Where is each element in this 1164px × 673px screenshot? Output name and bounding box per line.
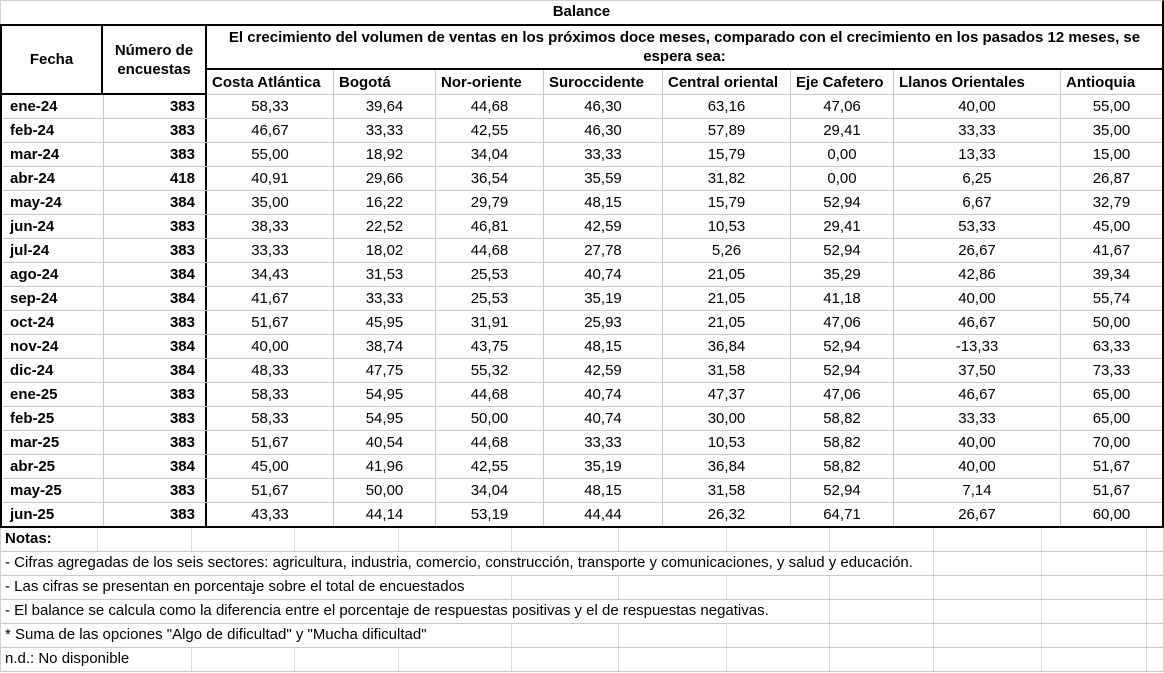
value-cell: 25,53: [435, 263, 543, 286]
row-encuestas: 384: [103, 455, 207, 478]
region-header-row: [207, 70, 1162, 95]
value-cell: 29,41: [790, 119, 893, 142]
value-cell: 26,67: [893, 503, 1060, 526]
row-encuestas: 383: [103, 407, 207, 430]
row-fecha: ene-24: [10, 98, 58, 115]
value-cell: 34,04: [435, 143, 543, 166]
value-cell: 58,33: [251, 98, 289, 115]
value-cell: 33,33: [333, 287, 435, 310]
note-line: [1, 648, 1163, 672]
value-cell: 52,94: [790, 359, 893, 382]
value-cell: 31,58: [662, 479, 790, 502]
table-row: [2, 287, 1162, 311]
value-cell: 63,16: [662, 95, 790, 118]
value-cell: 52,94: [790, 191, 893, 214]
value-cell: 21,05: [662, 287, 790, 310]
row-fecha: jul-24: [10, 242, 50, 259]
row-fecha: abr-25: [10, 458, 56, 475]
value-cell: 51,67: [251, 482, 289, 499]
value-cell: 34,43: [251, 266, 289, 283]
row-fecha: nov-24: [10, 338, 59, 355]
value-cell: 35,00: [251, 194, 289, 211]
value-cell: 73,33: [1060, 359, 1162, 382]
value-cell: 44,68: [435, 383, 543, 406]
value-cell: 39,64: [333, 95, 435, 118]
value-cell: 38,33: [251, 218, 289, 235]
row-encuestas: 383: [103, 383, 207, 406]
row-encuestas: 383: [103, 479, 207, 502]
note-line-text: * Suma de las opciones "Algo de dificultad" y "Mucha dificultad": [1, 624, 433, 647]
col-header-region: Bogotá: [333, 70, 435, 94]
table-row: [2, 383, 1162, 407]
table-row: [2, 407, 1162, 431]
value-cell: 45,00: [1060, 215, 1162, 238]
value-cell: 58,82: [790, 455, 893, 478]
value-cell: 43,75: [435, 335, 543, 358]
value-cell: 44,44: [543, 503, 662, 526]
value-cell: 15,79: [662, 143, 790, 166]
value-cell: 35,29: [790, 263, 893, 286]
value-cell: 55,00: [251, 146, 289, 163]
value-cell: 13,33: [893, 143, 1060, 166]
table-row: [2, 431, 1162, 455]
row-encuestas: 384: [103, 287, 207, 310]
value-cell: 36,84: [662, 335, 790, 358]
value-cell: 44,14: [333, 503, 435, 526]
value-cell: 16,22: [333, 191, 435, 214]
row-fecha: abr-24: [10, 170, 56, 187]
table-row: [2, 311, 1162, 335]
value-cell: 10,53: [662, 215, 790, 238]
table-row: [2, 215, 1162, 239]
row-fecha: may-25: [10, 482, 62, 499]
value-cell: 31,91: [435, 311, 543, 334]
row-fecha: dic-24: [10, 362, 54, 379]
table-row: [2, 503, 1162, 526]
value-cell: 58,33: [251, 386, 289, 403]
value-cell: 46,67: [251, 122, 289, 139]
value-cell: 58,82: [790, 407, 893, 430]
row-encuestas: 384: [103, 263, 207, 286]
row-encuestas: 383: [103, 215, 207, 238]
value-cell: 57,89: [662, 119, 790, 142]
col-header-region: Nor-oriente: [435, 70, 543, 94]
value-cell: 41,67: [251, 290, 289, 307]
value-cell: 46,67: [893, 383, 1060, 406]
value-cell: 63,33: [1060, 335, 1162, 358]
value-cell: 35,00: [1060, 119, 1162, 142]
value-cell: 58,33: [251, 410, 289, 427]
value-cell: 51,67: [251, 434, 289, 451]
row-encuestas: 384: [103, 335, 207, 358]
row-encuestas: 383: [103, 431, 207, 454]
note-line: [1, 600, 1163, 624]
value-cell: 0,00: [790, 143, 893, 166]
value-cell: 50,00: [333, 479, 435, 502]
value-cell: 64,71: [790, 503, 893, 526]
col-header-region: Suroccidente: [543, 70, 662, 94]
row-encuestas: 418: [103, 167, 207, 190]
row-fecha: sep-24: [10, 290, 58, 307]
value-cell: 40,91: [251, 170, 289, 187]
table-row: [2, 95, 1162, 119]
table-body: [0, 95, 1164, 528]
notes-heading: [1, 528, 1163, 552]
value-cell: 38,74: [333, 335, 435, 358]
table-row: [2, 359, 1162, 383]
value-cell: 48,15: [543, 191, 662, 214]
value-cell: 53,19: [435, 503, 543, 526]
value-cell: 46,30: [543, 95, 662, 118]
note-line-text: - Cifras agregadas de los seis sectores: agricultura, industria, comercio, construcción, transporte y comunicaciones, y salud y educación.: [1, 552, 919, 575]
table-row: [2, 143, 1162, 167]
value-cell: 46,81: [435, 215, 543, 238]
table-subtitle: El crecimiento del volumen de ventas en los próximos doce meses, comparado con el crecimiento en los pasados 12 meses, se espera sea:: [207, 26, 1162, 70]
value-cell: 44,68: [435, 431, 543, 454]
note-line: [1, 576, 1163, 600]
value-cell: 53,33: [893, 215, 1060, 238]
value-cell: 25,53: [435, 287, 543, 310]
col-header-region: Llanos Orientales: [893, 70, 1060, 94]
value-cell: 40,00: [251, 338, 289, 355]
value-cell: 70,00: [1060, 431, 1162, 454]
row-fecha: mar-24: [10, 146, 60, 163]
note-line: [1, 552, 1163, 576]
row-encuestas: 384: [103, 191, 207, 214]
value-cell: 45,95: [333, 311, 435, 334]
value-cell: 31,53: [333, 263, 435, 286]
row-fecha: feb-25: [10, 410, 55, 427]
value-cell: 31,58: [662, 359, 790, 382]
value-cell: 22,52: [333, 215, 435, 238]
value-cell: 25,93: [543, 311, 662, 334]
note-line-text: n.d.: No disponible: [1, 648, 135, 671]
value-cell: 27,78: [543, 239, 662, 262]
value-cell: 41,18: [790, 287, 893, 310]
value-cell: 44,68: [435, 95, 543, 118]
value-cell: 44,68: [435, 239, 543, 262]
value-cell: 18,02: [333, 239, 435, 262]
value-cell: 33,33: [251, 242, 289, 259]
value-cell: 7,14: [893, 479, 1060, 502]
row-encuestas: 383: [103, 503, 207, 526]
value-cell: 46,67: [893, 311, 1060, 334]
value-cell: 39,34: [1060, 263, 1162, 286]
table-row: [2, 263, 1162, 287]
value-cell: 40,54: [333, 431, 435, 454]
row-encuestas: 383: [103, 119, 207, 142]
value-cell: 31,82: [662, 167, 790, 190]
value-cell: 37,50: [893, 359, 1060, 382]
value-cell: 40,00: [893, 95, 1060, 118]
value-cell: 26,87: [1060, 167, 1162, 190]
value-cell: 52,94: [790, 239, 893, 262]
value-cell: 33,33: [543, 431, 662, 454]
value-cell: 47,37: [662, 383, 790, 406]
value-cell: 18,92: [333, 143, 435, 166]
value-cell: 32,79: [1060, 191, 1162, 214]
row-encuestas: 383: [103, 311, 207, 334]
value-cell: 50,00: [435, 407, 543, 430]
value-cell: 51,67: [1060, 479, 1162, 502]
value-cell: 34,04: [435, 479, 543, 502]
value-cell: 15,79: [662, 191, 790, 214]
value-cell: 54,95: [333, 383, 435, 406]
value-cell: -13,33: [893, 335, 1060, 358]
value-cell: 48,33: [251, 362, 289, 379]
value-cell: 52,94: [790, 335, 893, 358]
value-cell: 65,00: [1060, 383, 1162, 406]
value-cell: 43,33: [251, 506, 289, 523]
row-fecha: jun-24: [10, 218, 55, 235]
value-cell: 42,59: [543, 215, 662, 238]
notes-section: [0, 528, 1164, 672]
row-fecha: ene-25: [10, 386, 58, 403]
value-cell: 51,67: [1060, 455, 1162, 478]
value-cell: 33,33: [893, 407, 1060, 430]
value-cell: 15,00: [1060, 143, 1162, 166]
table-row: [2, 119, 1162, 143]
value-cell: 29,41: [790, 215, 893, 238]
value-cell: 40,74: [543, 383, 662, 406]
value-cell: 33,33: [893, 119, 1060, 142]
value-cell: 26,67: [893, 239, 1060, 262]
value-cell: 40,74: [543, 263, 662, 286]
value-cell: 35,19: [543, 455, 662, 478]
value-cell: 40,00: [893, 455, 1060, 478]
note-line-text: - El balance se calcula como la diferencia entre el porcentaje de respuestas positivas y el de respuestas negativas.: [1, 600, 775, 623]
value-cell: 33,33: [333, 119, 435, 142]
row-encuestas: 383: [103, 143, 207, 166]
value-cell: 41,96: [333, 455, 435, 478]
value-cell: 40,00: [893, 431, 1060, 454]
col-header-region: Eje Cafetero: [790, 70, 893, 94]
value-cell: 47,06: [790, 95, 893, 118]
value-cell: 55,32: [435, 359, 543, 382]
row-fecha: may-24: [10, 194, 62, 211]
value-cell: 36,54: [435, 167, 543, 190]
header-right-block: [207, 26, 1162, 95]
table-title: Balance: [0, 0, 1164, 24]
row-encuestas: 384: [103, 359, 207, 382]
col-header-region: Antioquia: [1060, 70, 1162, 94]
value-cell: 52,94: [790, 479, 893, 502]
row-fecha: feb-24: [10, 122, 55, 139]
value-cell: 35,59: [543, 167, 662, 190]
value-cell: 54,95: [333, 407, 435, 430]
value-cell: 55,00: [1060, 95, 1162, 118]
value-cell: 48,15: [543, 479, 662, 502]
row-fecha: mar-25: [10, 434, 60, 451]
value-cell: 42,55: [435, 455, 543, 478]
row-fecha: ago-24: [10, 266, 59, 283]
col-header-region: Costa Atlántica: [212, 73, 321, 91]
col-header-region: Central oriental: [662, 70, 790, 94]
table-row: [2, 167, 1162, 191]
value-cell: 41,67: [1060, 239, 1162, 262]
table-header: [0, 24, 1164, 95]
value-cell: 65,00: [1060, 407, 1162, 430]
value-cell: 5,26: [662, 239, 790, 262]
value-cell: 0,00: [790, 167, 893, 190]
row-fecha: oct-24: [10, 314, 55, 331]
row-fecha: jun-25: [10, 506, 55, 523]
value-cell: 29,79: [435, 191, 543, 214]
value-cell: 50,00: [1060, 311, 1162, 334]
value-cell: 47,06: [790, 311, 893, 334]
value-cell: 60,00: [1060, 503, 1162, 526]
value-cell: 26,32: [662, 503, 790, 526]
value-cell: 48,15: [543, 335, 662, 358]
value-cell: 40,74: [543, 407, 662, 430]
notes-heading-text: Notas:: [1, 528, 58, 551]
note-line: [1, 624, 1163, 648]
value-cell: 58,82: [790, 431, 893, 454]
value-cell: 21,05: [662, 311, 790, 334]
value-cell: 42,55: [435, 119, 543, 142]
value-cell: 21,05: [662, 263, 790, 286]
value-cell: 47,06: [790, 383, 893, 406]
value-cell: 42,86: [893, 263, 1060, 286]
value-cell: 30,00: [662, 407, 790, 430]
table-row: [2, 191, 1162, 215]
value-cell: 45,00: [251, 458, 289, 475]
value-cell: 40,00: [893, 287, 1060, 310]
table-row: [2, 239, 1162, 263]
value-cell: 36,84: [662, 455, 790, 478]
value-cell: 29,66: [333, 167, 435, 190]
col-header-fecha: Fecha: [2, 26, 103, 95]
value-cell: 33,33: [543, 143, 662, 166]
value-cell: 6,67: [893, 191, 1060, 214]
value-cell: 46,30: [543, 119, 662, 142]
note-line-text: - Las cifras se presentan en porcentaje sobre el total de encuestados: [1, 576, 470, 599]
col-header-encuestas: Número de encuestas: [103, 26, 207, 95]
value-cell: 47,75: [333, 359, 435, 382]
value-cell: 10,53: [662, 431, 790, 454]
value-cell: 55,74: [1060, 287, 1162, 310]
table-row: [2, 335, 1162, 359]
table-row: [2, 455, 1162, 479]
value-cell: 6,25: [893, 167, 1060, 190]
row-encuestas: 383: [103, 239, 207, 262]
row-encuestas: 383: [103, 95, 207, 118]
value-cell: 35,19: [543, 287, 662, 310]
value-cell: 42,59: [543, 359, 662, 382]
value-cell: 51,67: [251, 314, 289, 331]
table-row: [2, 479, 1162, 503]
